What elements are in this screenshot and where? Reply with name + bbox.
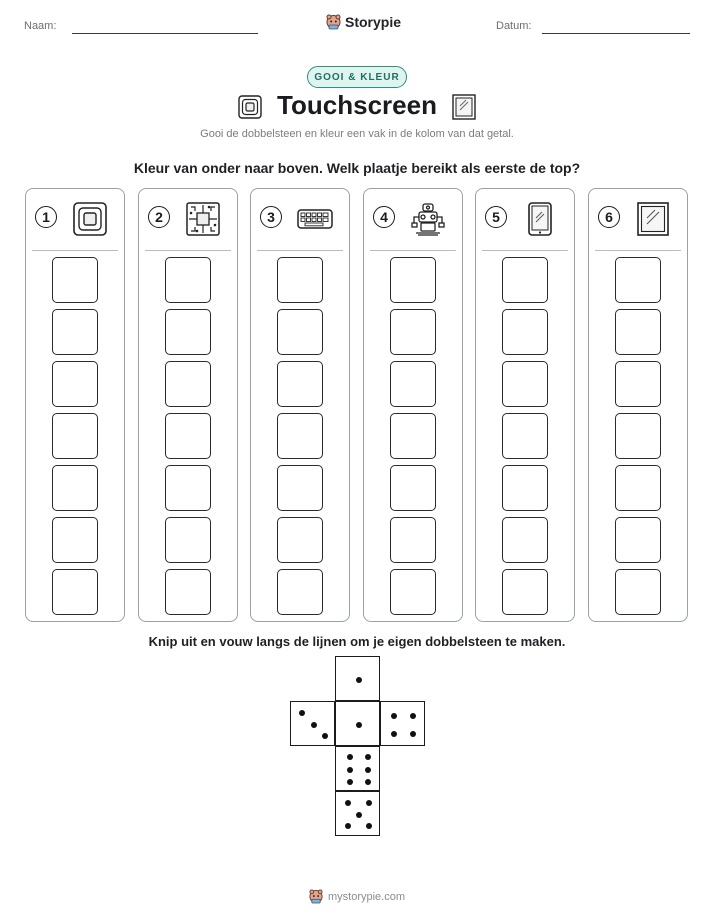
glass-screen-icon — [452, 94, 476, 120]
column-header — [251, 189, 349, 249]
color-box[interactable] — [52, 361, 98, 407]
dice-pip — [347, 767, 353, 773]
dice-pip — [347, 754, 353, 760]
column-1 — [25, 188, 125, 622]
column-5 — [475, 188, 575, 622]
color-box[interactable] — [502, 257, 548, 303]
column-header — [589, 189, 687, 249]
color-box[interactable] — [52, 413, 98, 459]
color-box[interactable] — [52, 569, 98, 615]
page-title: Touchscreen — [277, 90, 437, 120]
dice-face-5 — [335, 791, 380, 836]
keyboard-icon — [297, 201, 333, 237]
color-box[interactable] — [165, 465, 211, 511]
dice-pip — [366, 800, 372, 806]
column-divider — [370, 250, 456, 251]
color-box[interactable] — [165, 361, 211, 407]
color-box[interactable] — [615, 361, 661, 407]
color-box[interactable] — [165, 413, 211, 459]
dice-face-1 — [335, 701, 380, 746]
dice-face-6 — [335, 746, 380, 791]
color-box[interactable] — [277, 257, 323, 303]
color-box[interactable] — [277, 517, 323, 563]
column-3 — [250, 188, 350, 622]
dice-pip — [345, 823, 351, 829]
dice-face-4 — [380, 701, 425, 746]
color-box[interactable] — [615, 569, 661, 615]
column-header — [139, 189, 237, 249]
name-line — [72, 33, 258, 34]
dice-pip — [345, 800, 351, 806]
storypie-mascot-icon — [309, 889, 323, 904]
color-box[interactable] — [502, 569, 548, 615]
robot-machine-icon — [410, 201, 446, 237]
column-number: 4 — [373, 206, 395, 228]
column-6 — [588, 188, 688, 622]
color-box[interactable] — [52, 309, 98, 355]
color-box[interactable] — [277, 309, 323, 355]
color-box[interactable] — [52, 465, 98, 511]
storypie-mascot-icon — [326, 14, 341, 30]
dice-pip — [391, 731, 397, 737]
column-divider — [145, 250, 231, 251]
color-box[interactable] — [502, 465, 548, 511]
color-box[interactable] — [277, 361, 323, 407]
color-box[interactable] — [390, 569, 436, 615]
tablet-icon — [522, 201, 558, 237]
column-4 — [363, 188, 463, 622]
dice-pip — [311, 722, 317, 728]
glass-screen-icon — [635, 201, 671, 237]
touchscreen-button-icon — [72, 201, 108, 237]
color-box[interactable] — [165, 569, 211, 615]
brand-logo — [326, 14, 401, 30]
column-header — [364, 189, 462, 249]
dice-net — [290, 656, 425, 836]
color-box[interactable] — [615, 517, 661, 563]
color-box[interactable] — [502, 413, 548, 459]
column-number: 3 — [260, 206, 282, 228]
color-box[interactable] — [615, 465, 661, 511]
color-box[interactable] — [390, 257, 436, 303]
dice-instruction: Knip uit en vouw langs de lijnen om je eigen dobbelsteen te maken. — [148, 634, 566, 649]
color-box[interactable] — [615, 309, 661, 355]
dice-face-3 — [290, 701, 335, 746]
column-2 — [138, 188, 238, 622]
color-box[interactable] — [277, 569, 323, 615]
dice-pip — [347, 779, 353, 785]
dice-pip — [366, 823, 372, 829]
color-box[interactable] — [165, 309, 211, 355]
activity-tag: GOOI & KLEUR — [307, 66, 407, 88]
color-box[interactable] — [277, 413, 323, 459]
color-box[interactable] — [165, 517, 211, 563]
dice-pip — [322, 733, 328, 739]
color-box[interactable] — [52, 257, 98, 303]
date-label: Datum: — [496, 20, 532, 32]
color-box[interactable] — [615, 413, 661, 459]
dice-pip — [356, 677, 362, 683]
subtitle: Gooi de dobbelsteen en kleur een vak in de kolom van dat getal. — [200, 128, 514, 140]
dice-pip — [365, 767, 371, 773]
footer — [0, 889, 714, 904]
date-line — [542, 33, 690, 34]
column-header — [476, 189, 574, 249]
footer-url: mystorypie.com — [327, 890, 406, 903]
color-box[interactable] — [502, 309, 548, 355]
color-box[interactable] — [52, 517, 98, 563]
dice-pip — [410, 731, 416, 737]
dice-pip — [365, 779, 371, 785]
color-box[interactable] — [165, 257, 211, 303]
column-number: 6 — [598, 206, 620, 228]
brand-name: Storypie — [345, 14, 402, 30]
column-divider — [32, 250, 118, 251]
color-box[interactable] — [390, 361, 436, 407]
column-number: 2 — [148, 206, 170, 228]
dice-pip — [391, 713, 397, 719]
instruction: Kleur van onder naar boven. Welk plaatje bereikt als eerste de top? — [133, 160, 581, 176]
column-divider — [595, 250, 681, 251]
column-header — [26, 189, 124, 249]
column-number: 1 — [35, 206, 57, 228]
dice-pip — [410, 713, 416, 719]
color-box[interactable] — [277, 465, 323, 511]
dice-face-1 — [335, 656, 380, 701]
color-box[interactable] — [390, 309, 436, 355]
column-divider — [482, 250, 568, 251]
color-box[interactable] — [615, 257, 661, 303]
color-box[interactable] — [390, 465, 436, 511]
column-divider — [257, 250, 343, 251]
color-box[interactable] — [502, 517, 548, 563]
color-box[interactable] — [502, 361, 548, 407]
dice-pip — [356, 722, 362, 728]
color-box[interactable] — [390, 517, 436, 563]
circuit-board-icon — [185, 201, 221, 237]
dice-pip — [299, 710, 305, 716]
column-number: 5 — [485, 206, 507, 228]
dice-pip — [365, 754, 371, 760]
color-box[interactable] — [390, 413, 436, 459]
dice-pip — [356, 812, 362, 818]
name-label: Naam: — [24, 20, 57, 32]
